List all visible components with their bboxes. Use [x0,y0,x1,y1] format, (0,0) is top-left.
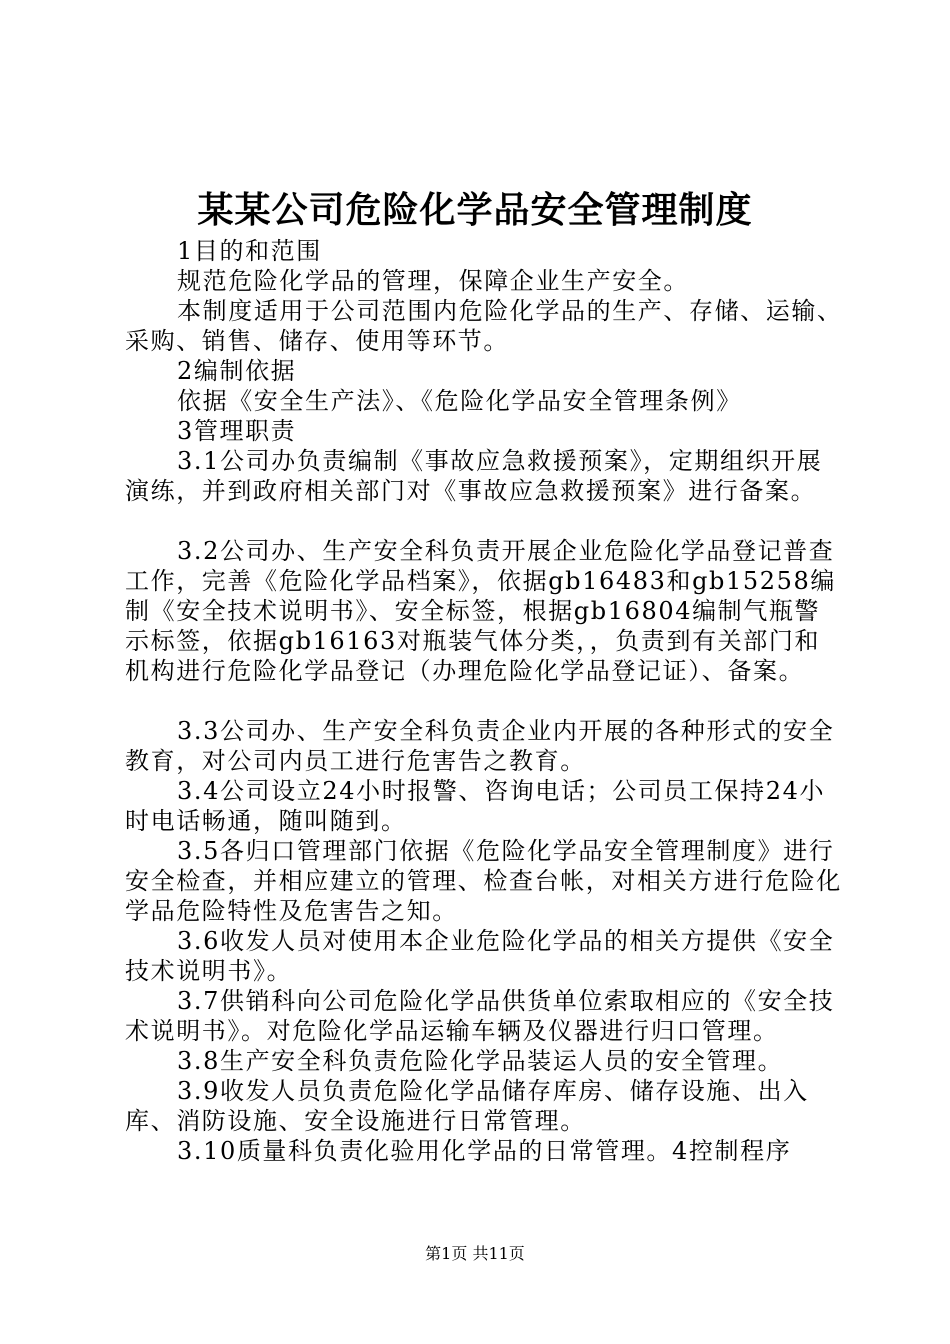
clause-3-6: 3.6收发人员对使用本企业危险化学品的相关方提供《安全技术说明书》。 [125,927,835,985]
clause-3-4: 3.4公司设立24小时报警、咨询电话；公司员工保持24小时电话畅通，随叫随到。 [125,777,826,835]
page-footer: 第1页 共11页 [425,1244,525,1263]
clause-3-5: 3.5各归口管理部门依据《危险化学品安全管理制度》进行安全检查，并相应建立的管理、检查台帐，对相关方进行危险化学品危险特性及危害告之知。 [125,837,842,925]
heading-purpose-scope: 1目的和范围 [177,237,322,265]
document-body [125,236,845,1166]
paragraph-purpose: 规范危险化学品的管理，保障企业生产安全。 [177,267,689,295]
clause-3-9: 3.9收发人员负责危险化学品储存库房、储存设施、出入库、消防设施、安全设施进行日常管理。 [125,1077,809,1135]
heading-responsibilities: 3管理职责 [177,417,297,445]
clause-3-3: 3.3公司办、生产安全科负责企业内开展的各种形式的安全教育，对公司内员工进行危害告之教育。 [125,717,835,775]
clause-3-7: 3.7供销科向公司危险化学品供货单位索取相应的《安全技术说明书》。对危险化学品运输车辆及仪器进行归口管理。 [125,987,835,1045]
document-title: 某某公司危险化学品安全管理制度 [197,189,753,231]
paragraph-basis: 依据《安全生产法》、《危险化学品安全管理条例》 [177,387,742,415]
clause-3-8: 3.8生产安全科负责危险化学品装运人员的安全管理。 [177,1047,784,1075]
clause-3-2: 3.2公司办、生产安全科负责开展企业危险化学品登记普查工作，完善《危险化学品档案》，依据gb16483和gb15258编制《安全技术说明书》、安全标签，根据gb16804编制气瓶警示标签，依据gb16163对瓶装气体分类，，负责到有关部门和机构进行危险化学品登记（办理危险化学品登记证）、备案。 [125,537,836,685]
heading-basis: 2编制依据 [177,357,297,385]
clause-3-10: 3.10质量科负责化验用化学品的日常管理。4控制程序 [177,1137,792,1165]
paragraph-scope: 本制度适用于公司范围内危险化学品的生产、存储、运输、采购、销售、储存、使用等环节。 [125,297,843,355]
clause-3-1: 3.1公司办负责编制《事故应急救援预案》，定期组织开展演练，并到政府相关部门对《事故应急救援预案》进行备案。 [125,447,823,505]
